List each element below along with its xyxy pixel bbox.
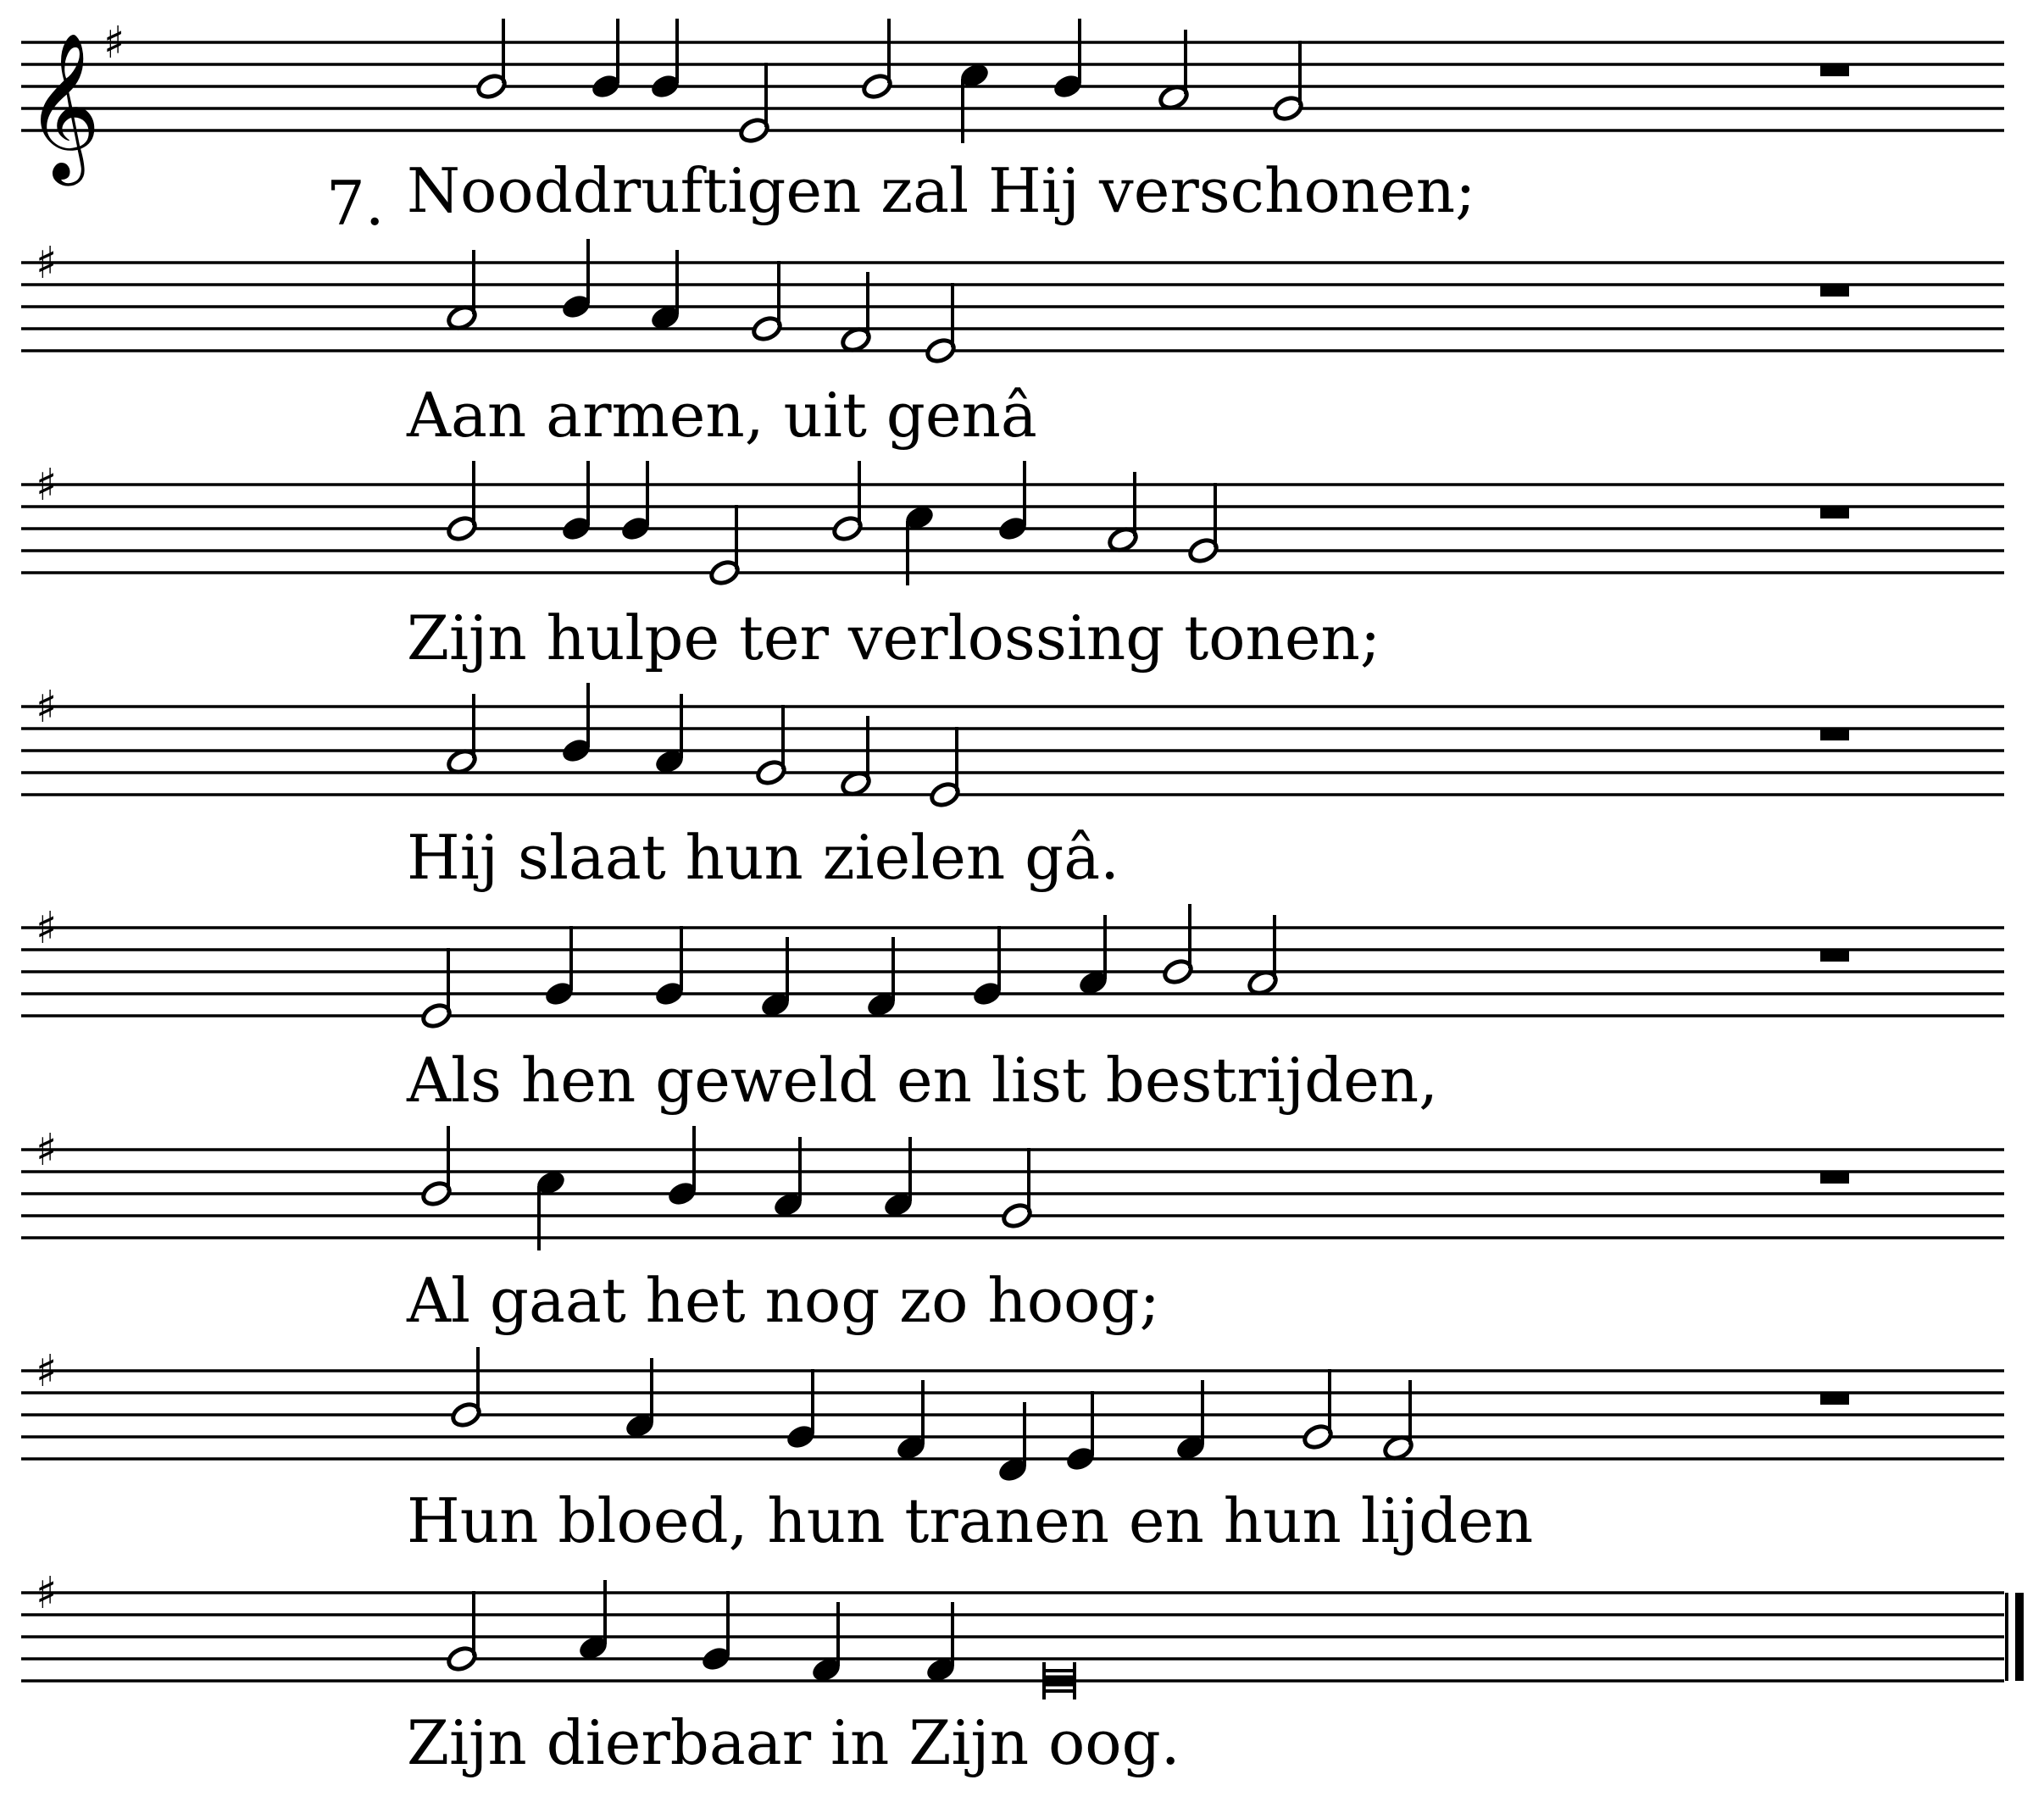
note bbox=[997, 461, 1029, 543]
lyric-line: Aan armen, uit genâ bbox=[407, 380, 1037, 451]
note bbox=[929, 727, 961, 809]
key-signature-sharp-icon: ♯ bbox=[36, 903, 58, 954]
half-rest-icon bbox=[1820, 729, 1849, 740]
note bbox=[1064, 1391, 1097, 1473]
note bbox=[666, 1126, 698, 1208]
note bbox=[543, 926, 575, 1008]
note bbox=[560, 239, 592, 321]
staff-system bbox=[21, 1346, 2004, 1484]
key-signature-sharp-icon: ♯ bbox=[36, 682, 58, 733]
note bbox=[831, 461, 864, 543]
note bbox=[1272, 41, 1304, 123]
staff-system bbox=[21, 1568, 2019, 1699]
note bbox=[751, 261, 783, 343]
lyric-line: Hun bloed, hun tranen en hun lijden bbox=[407, 1485, 1534, 1556]
note bbox=[738, 63, 770, 145]
note bbox=[590, 19, 622, 101]
key-signature-sharp-icon: ♯ bbox=[36, 1346, 58, 1397]
staff-system bbox=[21, 1125, 2004, 1250]
note bbox=[861, 19, 893, 101]
key-signature-sharp-icon: ♯ bbox=[36, 1125, 58, 1176]
note bbox=[1162, 904, 1194, 986]
note bbox=[560, 461, 592, 543]
note bbox=[475, 19, 508, 101]
note bbox=[971, 926, 1003, 1008]
note bbox=[755, 705, 787, 787]
note bbox=[560, 683, 592, 765]
note bbox=[619, 461, 652, 543]
lyric-line: Al gaat het nog zo hoog; bbox=[407, 1265, 1160, 1336]
lyric-line: Nooddruftigen zal Hij verschonen; bbox=[407, 155, 1476, 226]
note bbox=[785, 1369, 817, 1451]
half-rest-icon bbox=[1820, 64, 1849, 76]
lyric-line: Zijn dierbaar in Zijn oog. bbox=[407, 1707, 1180, 1778]
staff-system bbox=[21, 238, 2004, 365]
note bbox=[925, 283, 957, 365]
note bbox=[653, 926, 686, 1008]
verse-number: 7. bbox=[326, 168, 385, 239]
note bbox=[1187, 483, 1219, 565]
half-rest-icon bbox=[1820, 1393, 1849, 1405]
staff-system bbox=[21, 682, 2004, 809]
half-rest-icon bbox=[1820, 1172, 1849, 1184]
staff-system bbox=[21, 460, 2004, 587]
note bbox=[700, 1591, 732, 1673]
note bbox=[1052, 19, 1084, 101]
note bbox=[649, 19, 681, 101]
key-signature-sharp-icon: ♯ bbox=[103, 18, 125, 69]
note bbox=[420, 948, 453, 1030]
note bbox=[708, 505, 741, 587]
note bbox=[446, 461, 478, 543]
half-rest-icon bbox=[1820, 507, 1849, 518]
note bbox=[1001, 1148, 1033, 1230]
lyrics-group bbox=[406, 155, 1533, 1778]
note bbox=[420, 1126, 453, 1208]
key-signature-sharp-icon: ♯ bbox=[36, 1568, 58, 1619]
note bbox=[450, 1347, 482, 1429]
key-signature-sharp-icon: ♯ bbox=[36, 460, 58, 511]
half-rest-icon bbox=[1820, 950, 1849, 962]
key-signature-sharp-icon: ♯ bbox=[36, 238, 58, 289]
lyric-line: Zijn hulpe ter verlossing tonen; bbox=[407, 602, 1381, 674]
treble-clef-icon: 𝄞 bbox=[25, 32, 101, 180]
note bbox=[446, 1591, 478, 1673]
half-rest-icon bbox=[1820, 285, 1849, 297]
lyric-line: Als hen geweld en list bestrijden, bbox=[407, 1045, 1439, 1116]
note bbox=[1302, 1369, 1334, 1451]
staff-system bbox=[21, 903, 2004, 1030]
lyric-line: Hij slaat hun zielen gâ. bbox=[407, 822, 1120, 893]
